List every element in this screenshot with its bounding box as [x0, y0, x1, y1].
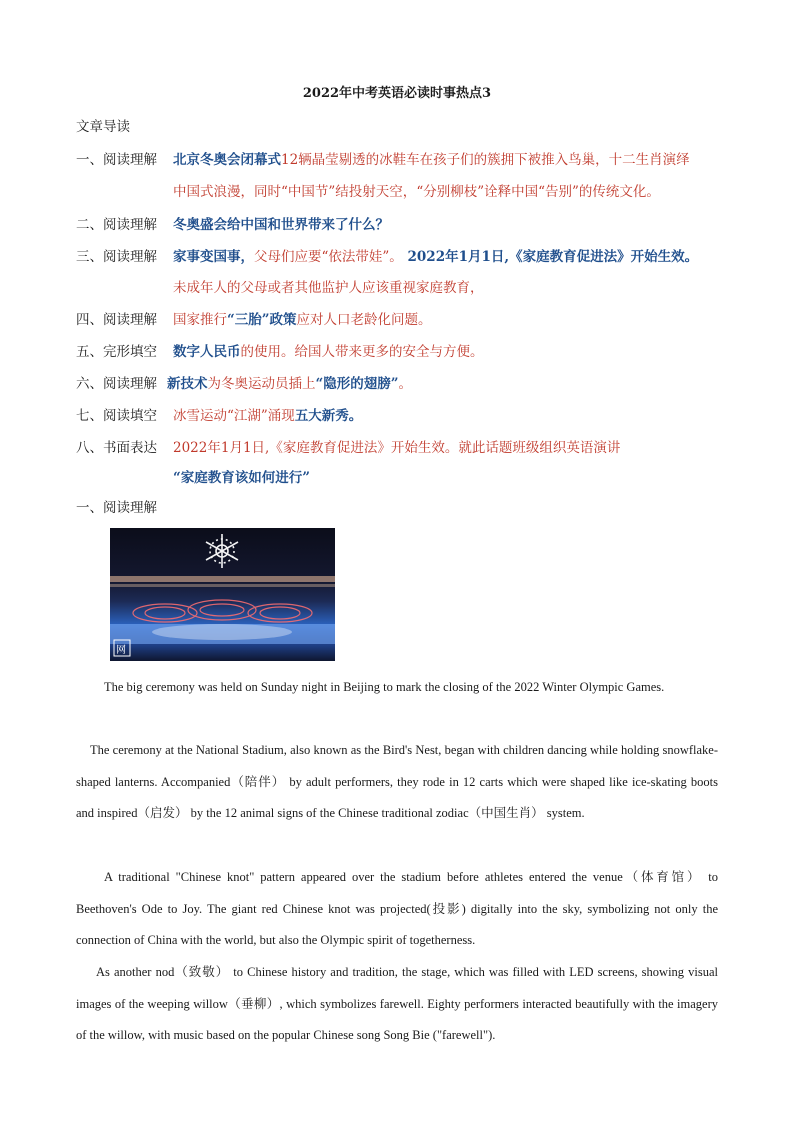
- outline-item-label: 三、阅读理解: [76, 249, 157, 265]
- outline-item-text: 12: [281, 152, 299, 168]
- outline-item-text: 2022年1月1日,《家庭教育促进法》开始生效。就此话题班级组织英语演讲: [173, 440, 621, 456]
- outline-item-text: 家事变国事，: [173, 249, 254, 265]
- outline-item-label: 八、书面表达: [76, 440, 157, 456]
- outline-item-text: “三胎”: [227, 312, 270, 328]
- stage-floor: [110, 624, 335, 644]
- guide-label: 文章导读: [76, 119, 130, 135]
- outline-item: [76, 404, 362, 424]
- outline-item-continuation: [173, 466, 310, 486]
- outline-item-text: 冬奥盛会给中国和世界带来了什么？: [173, 217, 389, 233]
- outline-item-label: 五、完形填空: [76, 344, 157, 360]
- outline-item: [76, 436, 620, 456]
- outline-item-text: 政策: [269, 312, 297, 328]
- outline-item-text: 未成年人的父母或者其他监护人应该重视家庭教育，: [173, 280, 484, 296]
- outline-item-label: 七、阅读填空: [76, 408, 157, 424]
- outline-item-text: 父母们应要“依法带娃”。: [254, 249, 403, 265]
- outline-item-text: 五大新秀。: [294, 408, 363, 424]
- outline-item-text: 冰雪运动“江湖”涌现: [173, 408, 295, 424]
- paragraph-3: A traditional "Chinese knot" pattern appeared over the stadium before athletes entered the venue（体育馆） to Beethoven's Ode to Joy. The giant red Chinese knot was projected(投影) digitally into the sky, symbolizing not only the connection of China with the world, but also the Olympic spirit of togetherness.: [76, 870, 718, 948]
- ceremony-photo: [110, 528, 335, 661]
- outline-item: [76, 213, 389, 233]
- outline-item-label: 一、阅读理解: [76, 152, 157, 168]
- outline-item: [76, 340, 484, 360]
- outline-item-label: 二、阅读理解: [76, 217, 157, 233]
- outline-item-text: 应对人口老龄化问题。: [296, 312, 432, 328]
- paragraph-4: As another nod（致敬） to Chinese history and tradition, the stage, which was filled with LED screens, showing visual images of the weeping willow（垂柳）, which symbolizes farewell. Eighty performers interacted beautifully with the imagery of the willow, with music based on the popular Chinese song Song Bie ("farewell").: [76, 965, 718, 1043]
- outline-item-text: 为冬奥运动员插上: [207, 376, 316, 392]
- outline-item: [76, 372, 412, 392]
- outline-item-text: 辆晶莹剔透的冰鞋车在孩子们的簇拥下被推入鸟巢，十二生肖演绎: [298, 152, 690, 168]
- outline-item-text: 国家推行: [173, 312, 227, 328]
- outline-item-continuation: [173, 180, 660, 200]
- ceremony-photo-art: [110, 528, 335, 661]
- outline-item-label: 六、阅读理解: [76, 376, 157, 392]
- outline-item-text: 中国式浪漫，同时“中国节”结投射天空，: [173, 184, 417, 200]
- section-header: 一、阅读理解: [76, 500, 157, 516]
- page-title: 2022年中考英语必读时事热点3: [302, 86, 492, 101]
- outline-item-label: 四、阅读理解: [76, 312, 157, 328]
- watermark-glyph: 网: [116, 645, 126, 656]
- outline-item-text: 北京冬奥会闭幕式: [173, 152, 281, 168]
- outline-item-text: “隐形的翅膀”: [315, 376, 399, 392]
- outline-item: [76, 148, 690, 168]
- stage-rings: [133, 600, 312, 622]
- outline-item-text: “家庭教育该如何进行”: [173, 470, 311, 486]
- outline-item-continuation: [173, 276, 484, 296]
- outline-item-text: 新技术: [167, 376, 208, 392]
- paragraph-2: The ceremony at the National Stadium, also known as the Bird's Nest, began with children dancing while holding snowflake-shaped lanterns. Accompanied（陪伴） by adult performers, they rode in 12 carts which were shaped like ice-skating boots and inspired（启发） by the 12 animal signs of the Chinese traditional zodiac（中国生肖） system.: [76, 743, 718, 821]
- outline-item-text: 诠释中国“告别”的传统文化。: [484, 184, 660, 200]
- outline-item-text: 的使用。给国人带来更多的安全与方便。: [240, 344, 484, 360]
- outline-item-text: “分别柳枝”: [416, 184, 485, 200]
- outline-item-text: 2022年1月1日,《家庭教育促进法》开始生效。: [402, 249, 699, 265]
- snowflake-icon: [206, 534, 238, 568]
- paragraph-1: The big ceremony was held on Sunday night in Beijing to mark the closing of the 2022 Winter Olympic Games.: [104, 680, 665, 694]
- outline-item: [76, 245, 698, 265]
- outline-item-text: 。: [398, 376, 413, 392]
- outline-item-text: 数字人民币: [173, 344, 241, 360]
- stage-lights: [110, 576, 335, 587]
- outline-item: [76, 308, 432, 328]
